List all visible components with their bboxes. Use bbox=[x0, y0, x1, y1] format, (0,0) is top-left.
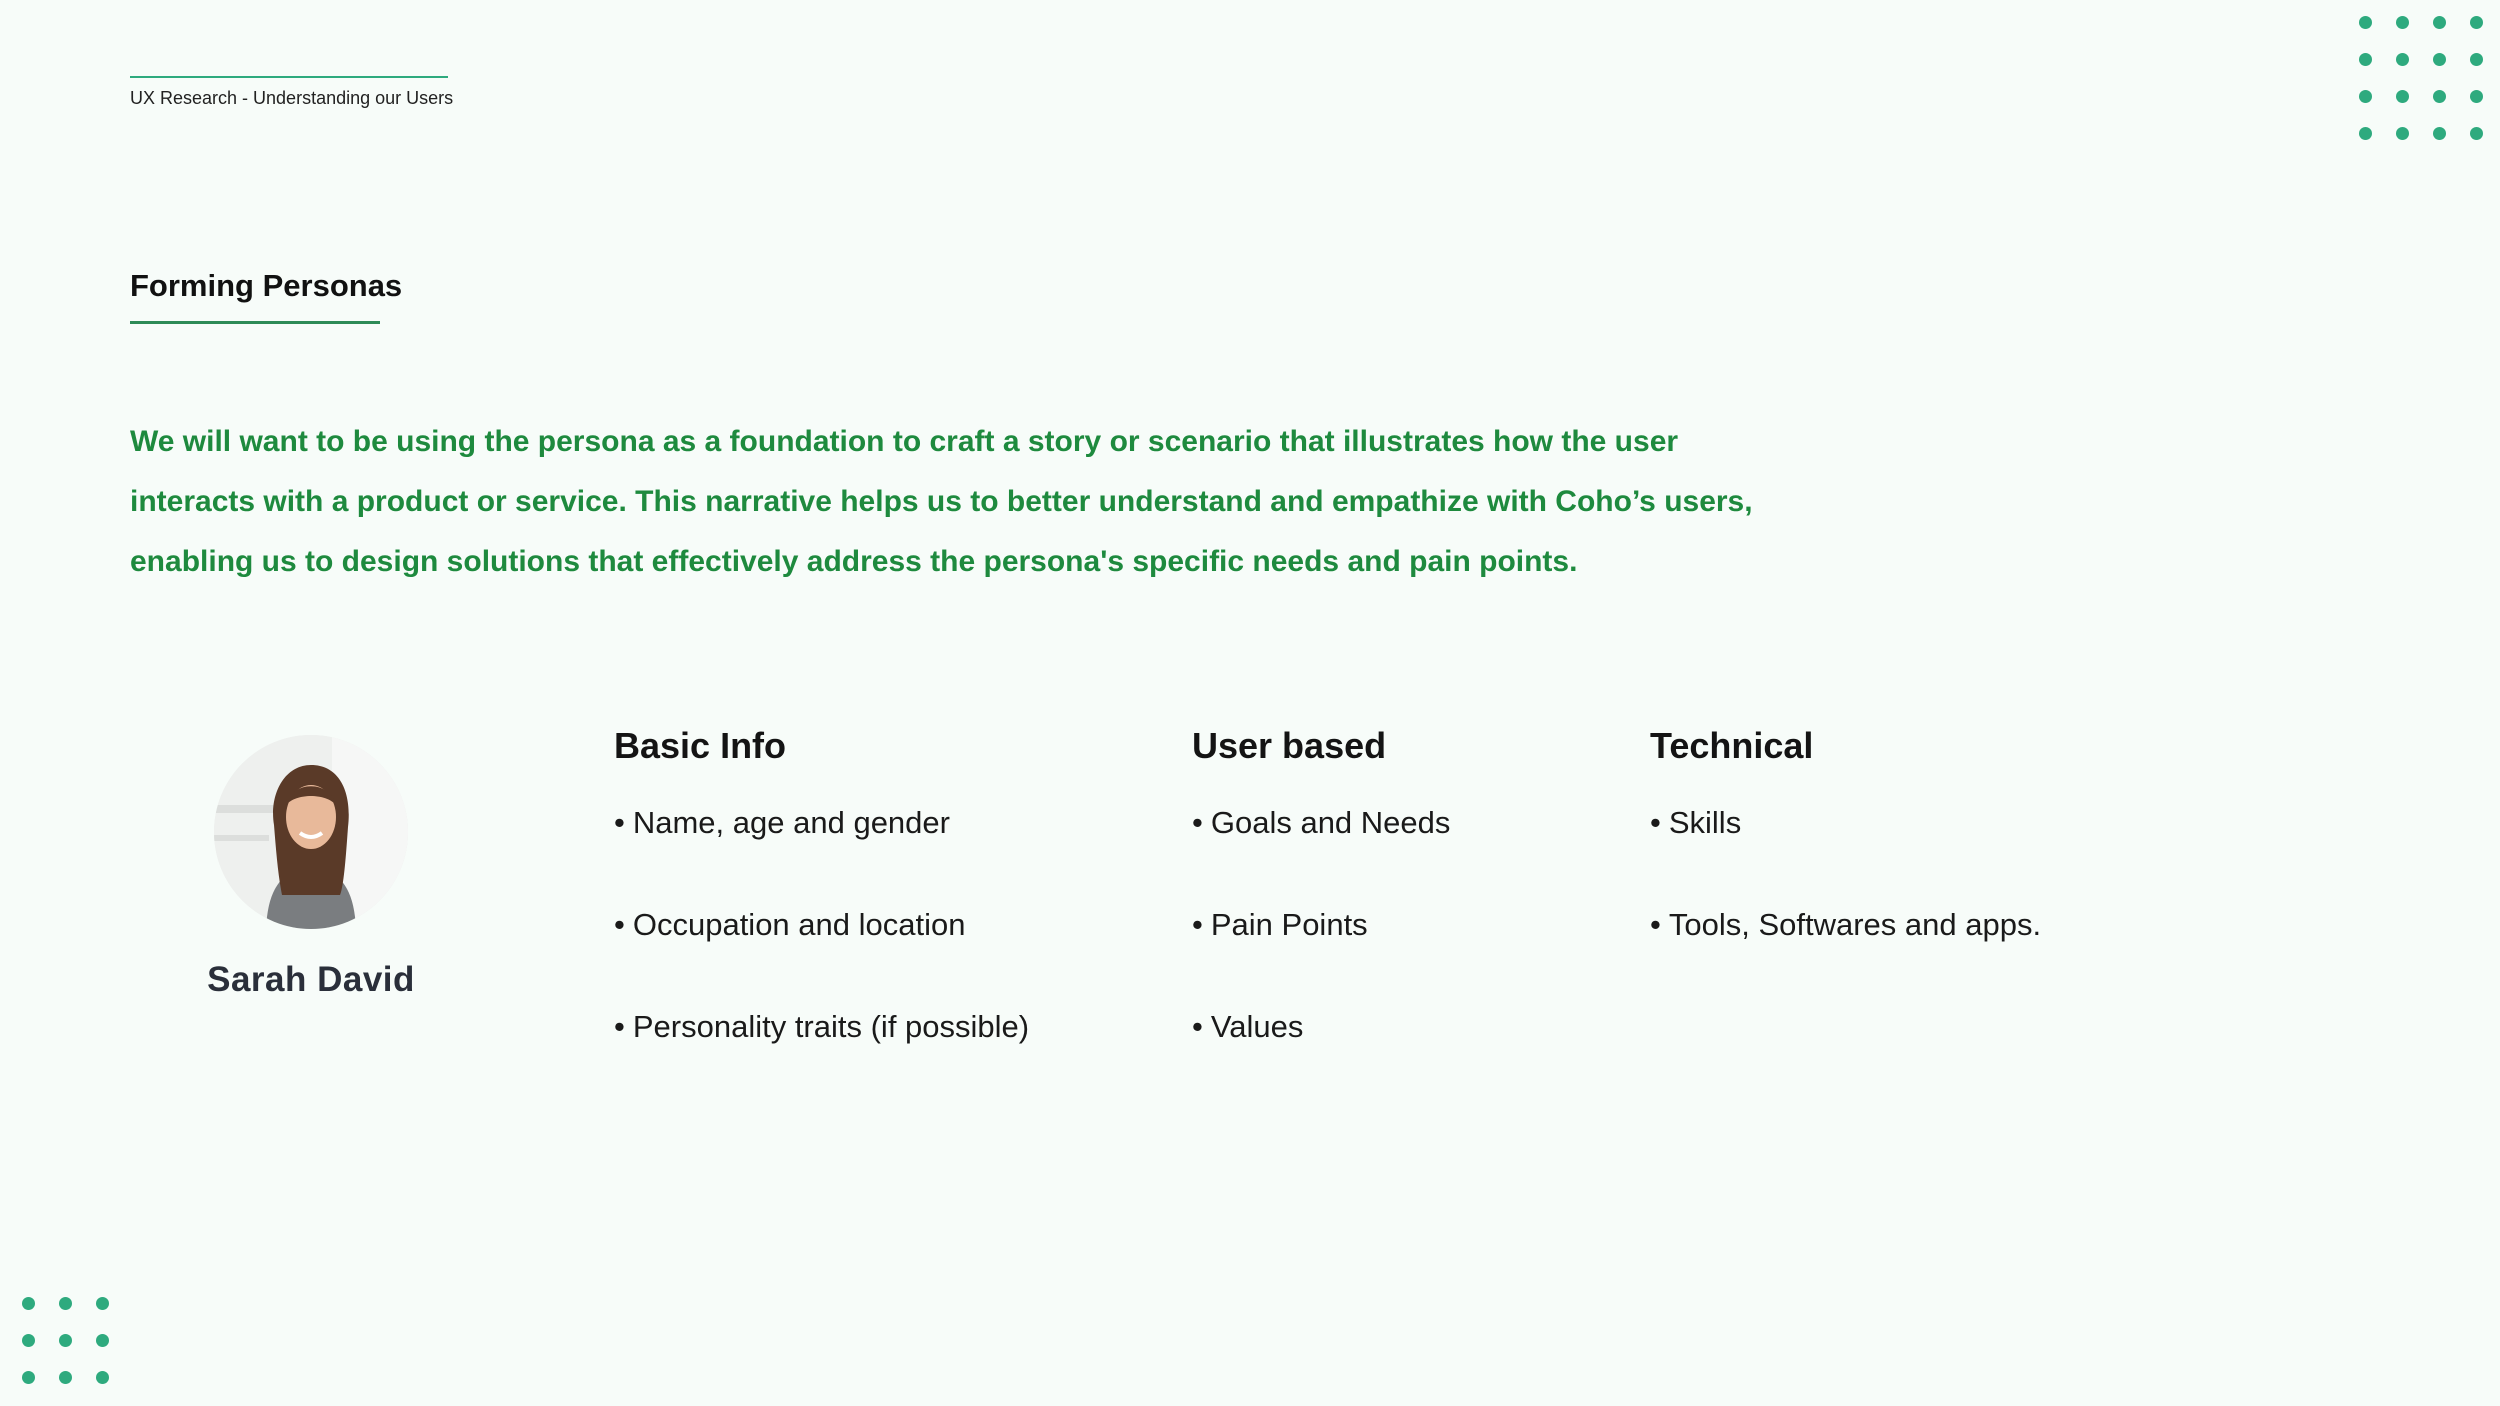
dot bbox=[2359, 127, 2372, 140]
dot bbox=[2396, 16, 2409, 29]
list-item: • Tools, Softwares and apps. bbox=[1650, 907, 2042, 942]
list-item: • Occupation and location bbox=[614, 907, 966, 942]
list-item: • Skills bbox=[1650, 805, 1742, 840]
dot bbox=[2433, 90, 2446, 103]
dot bbox=[2470, 90, 2483, 103]
column-title: Basic Info bbox=[614, 725, 787, 766]
dot bbox=[2433, 127, 2446, 140]
column-title: User based bbox=[1192, 725, 1387, 766]
dot bbox=[22, 1334, 35, 1347]
decorative-dots-top-right bbox=[2359, 16, 2483, 140]
section-title-underline bbox=[130, 321, 380, 324]
intro-line: enabling us to design solutions that effectively address the persona's specific needs and pain points. bbox=[130, 545, 1578, 578]
persona-name: Sarah David bbox=[207, 960, 415, 999]
intro-line: interacts with a product or service. This narrative helps us to better understand and empathize with Coho’s users, bbox=[130, 485, 1753, 518]
dot bbox=[59, 1297, 72, 1310]
column-technical bbox=[1650, 725, 2041, 1007]
dot bbox=[96, 1334, 109, 1347]
header-title: UX Research - Understanding our Users bbox=[130, 88, 454, 108]
dot bbox=[2433, 16, 2446, 29]
decorative-dots-bottom-left bbox=[22, 1297, 109, 1384]
section-title: Forming Personas bbox=[130, 268, 403, 303]
list-item: • Goals and Needs bbox=[1192, 805, 1451, 840]
dot bbox=[59, 1371, 72, 1384]
dot bbox=[2433, 53, 2446, 66]
dot bbox=[2396, 90, 2409, 103]
dot bbox=[96, 1371, 109, 1384]
column-basic-info bbox=[614, 725, 1029, 1109]
dot bbox=[2470, 127, 2483, 140]
list-item: • Name, age and gender bbox=[614, 805, 950, 840]
dot bbox=[96, 1297, 109, 1310]
dot bbox=[2359, 16, 2372, 29]
dot bbox=[2396, 53, 2409, 66]
column-user-based bbox=[1192, 725, 1450, 1109]
dot bbox=[22, 1297, 35, 1310]
dot bbox=[2359, 90, 2372, 103]
header-rule bbox=[130, 76, 448, 78]
intro-line: We will want to be using the persona as a foundation to craft a story or scenario that illustrates how the user bbox=[130, 425, 1679, 458]
column-title: Technical bbox=[1650, 725, 1814, 766]
list-item: • Personality traits (if possible) bbox=[614, 1009, 1030, 1044]
dot bbox=[2470, 16, 2483, 29]
dot bbox=[59, 1334, 72, 1347]
persona-avatar bbox=[214, 735, 408, 929]
dot bbox=[2396, 127, 2409, 140]
persona-photo-icon bbox=[214, 735, 408, 929]
intro-paragraph bbox=[130, 412, 1780, 592]
list-item: • Values bbox=[1192, 1009, 1304, 1044]
list-item: • Pain Points bbox=[1192, 907, 1368, 942]
dot bbox=[2359, 53, 2372, 66]
dot bbox=[2470, 53, 2483, 66]
dot bbox=[22, 1371, 35, 1384]
